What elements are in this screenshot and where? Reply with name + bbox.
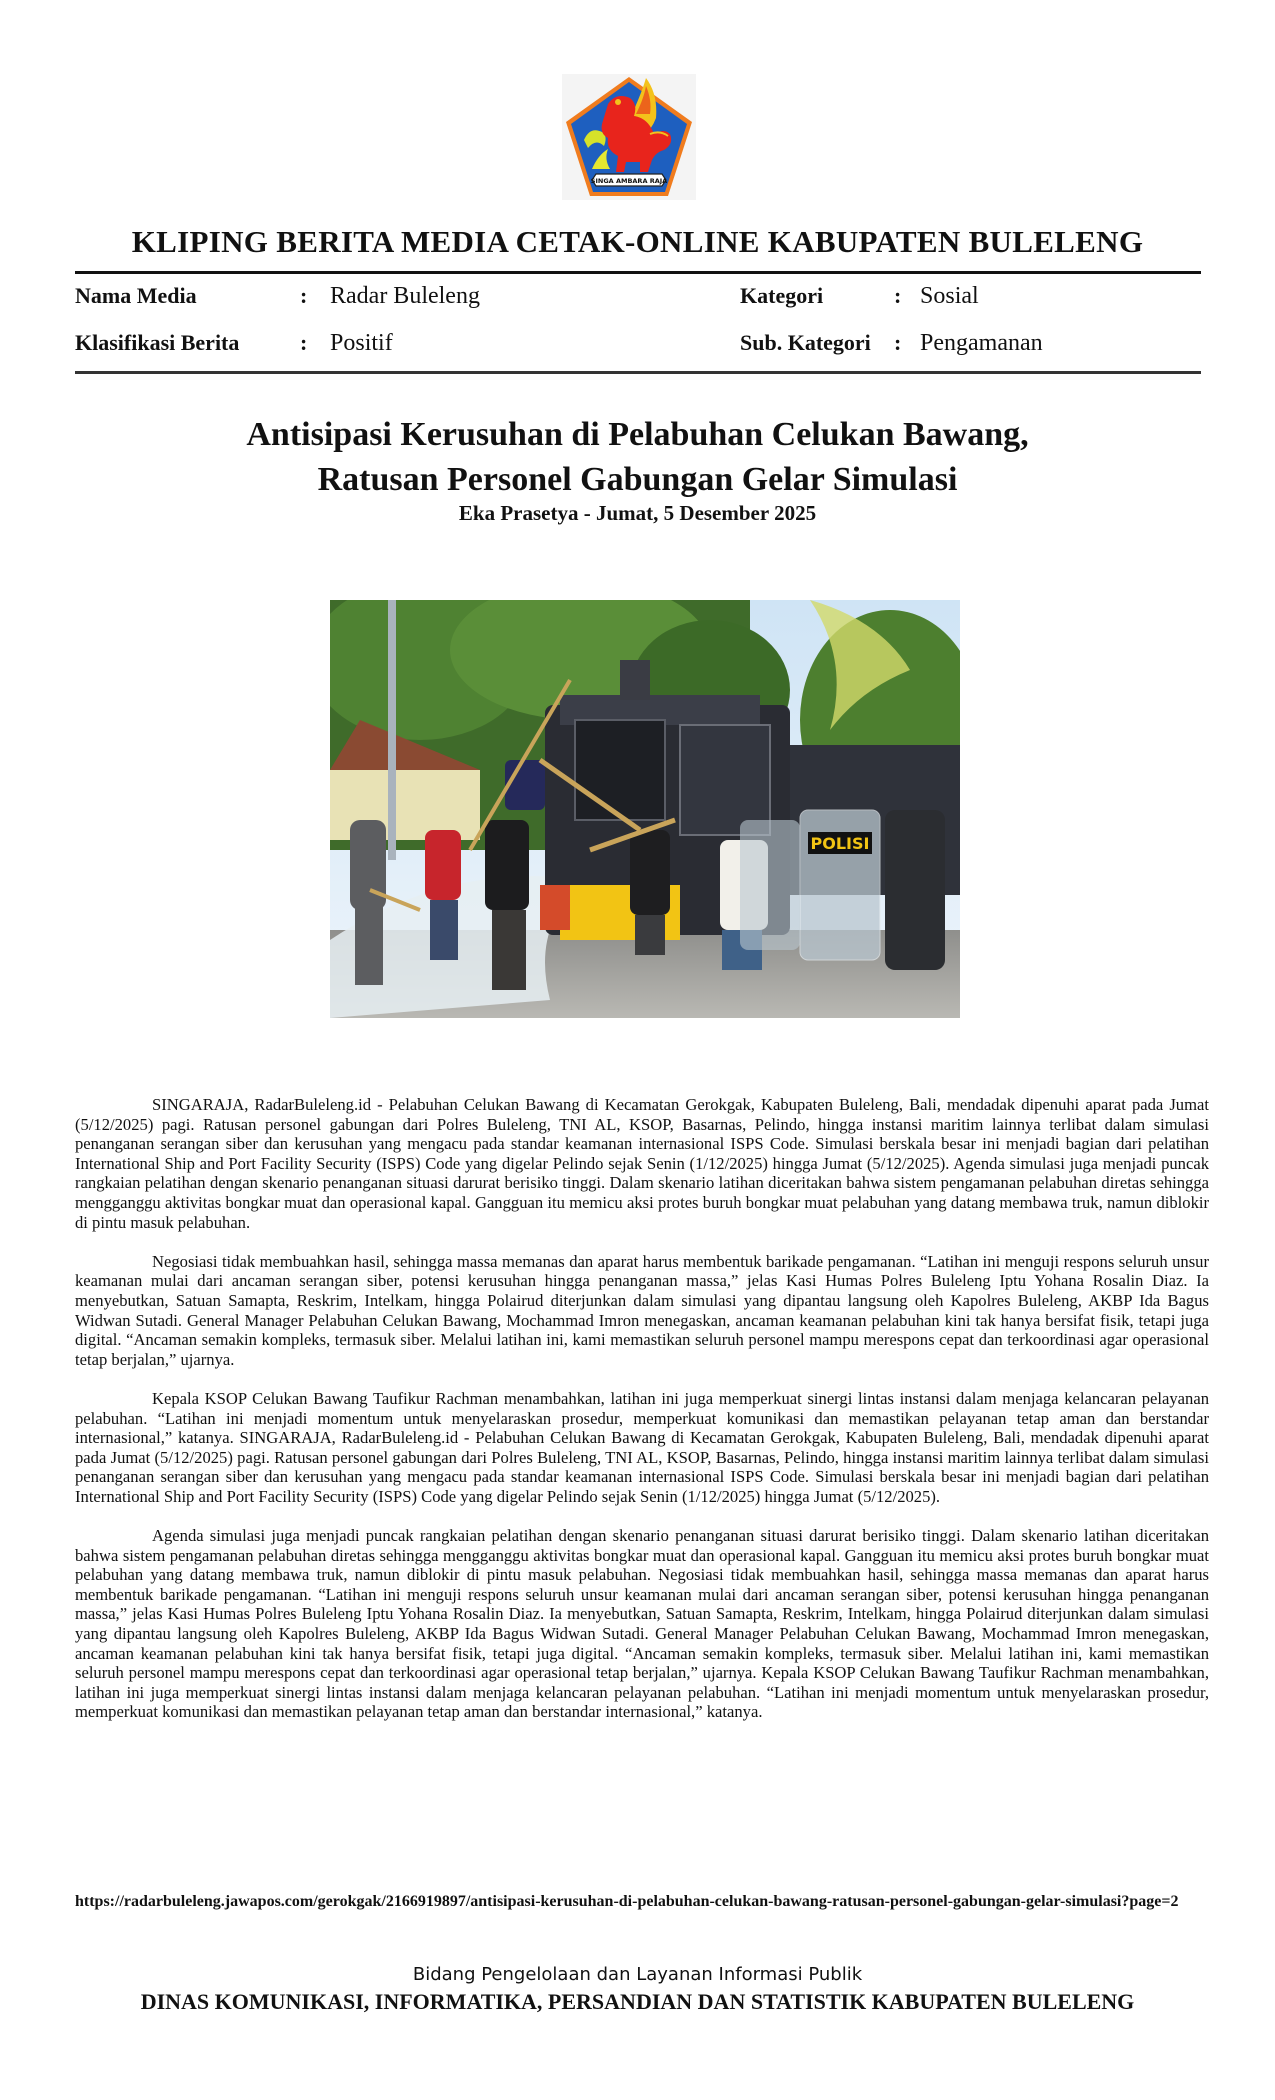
subcategory-colon: : <box>894 330 902 355</box>
logo-motto: SINGA AMBARA RAJA <box>590 177 668 185</box>
document-title: KLIPING BERITA MEDIA CETAK-ONLINE KABUPATEN BULELENG <box>131 224 1144 259</box>
category-value: Sosial <box>920 283 979 309</box>
article-headline <box>0 412 1275 502</box>
headline-line-1: Antisipasi Kerusuhan di Pelabuhan Celukan Bawang, <box>246 416 1029 453</box>
singa-ambara-raja-emblem-icon <box>562 74 696 200</box>
classification-label: Klasifikasi Berita <box>75 330 240 355</box>
riot-simulation-photo-icon <box>330 600 960 1018</box>
shield-label: POLISI <box>810 834 870 853</box>
footer-agency: DINAS KOMUNIKASI, INFORMATIKA, PERSANDIAN DAN STATISTIK KABUPATEN BULELENG <box>140 1989 1135 2014</box>
media-name-value: Radar Buleleng <box>330 283 480 309</box>
article-photo <box>330 600 960 1018</box>
regency-logo <box>562 74 696 200</box>
media-name-label: Nama Media <box>75 283 197 308</box>
article-paragraph: SINGARAJA, RadarBuleleng.id - Pelabuhan Celukan Bawang di Kecamatan Gerokgak, Kabupaten Buleleng, Bali, mendadak dipenuhi aparat pada Jumat (5/12/2025) pagi. Ratusan personel gabungan dari Polres Buleleng, TNI AL, KSOP, Basarnas, Pelindo, hingga instansi maritim lainnya terlibat dalam simulasi penanganan serangan siber dan kerusuhan yang mengacu pada standar keamanan internasional ISPS Code. Simulasi berskala besar ini menjadi bagian dari pelatihan International Ship and Port Facility Security (ISPS) Code yang digelar Pelindo sejak Senin (1/12/2025) hingga Jumat (5/12/2025). Agenda simulasi juga menjadi puncak rangkaian pelatihan dengan skenario penanganan situasi darurat berisiko tinggi. Dalam skenario latihan diceritakan bahwa sistem pengamanan pelabuhan diretas sehingga mengganggu aktivitas bongkar muat dan operasional kapal. Gangguan itu memicu aksi protes buruh bongkar muat pelabuhan yang datang membawa truk, namun diblokir di pintu masuk pelabuhan. <box>75 1095 1209 1232</box>
meta-row-1 <box>0 282 1275 312</box>
footer-division: Bidang Pengelolaan dan Layanan Informasi Publik <box>412 1964 863 1985</box>
classification-colon: : <box>300 330 308 355</box>
header-divider-bottom <box>75 371 1201 374</box>
source-link[interactable]: https://radarbuleleng.jawapos.com/gerokgak/2166919897/antisipasi-kerusuhan-di-pelabuhan-celukan-bawang-ratusan-personel-gabungan-gelar-simulasi?page=2 <box>75 1893 1179 1910</box>
category-label: Kategori <box>740 283 824 308</box>
category-colon: : <box>894 283 902 308</box>
article-paragraph: Agenda simulasi juga menjadi puncak rangkaian pelatihan dengan skenario penanganan situasi darurat berisiko tinggi. Dalam skenario latihan diceritakan bahwa sistem pengamanan pelabuhan diretas sehingga mengganggu aktivitas bongkar muat dan operasional kapal. Gangguan itu memicu aksi protes buruh bongkar muat pelabuhan yang datang membawa truk, namun diblokir di pintu masuk pelabuhan. Negosiasi tidak membuahkan hasil, sehingga massa memanas dan aparat harus membentuk barikade pengamanan. “Latihan ini menguji respons seluruh unsur keamanan mulai dari ancaman serangan siber, potensi kerusuhan hingga penanganan massa,” jelas Kasi Humas Polres Buleleng Iptu Yohana Rosalin Diaz. Ia menyebutkan, Satuan Samapta, Reskrim, Intelkam, hingga Polairud diterjunkan dalam simulasi yang dipantau langsung oleh Kapolres Buleleng, AKBP Ida Bagus Widwan Sutadi. General Manager Pelabuhan Celukan Bawang, Mochammad Imron menegaskan, ancaman keamanan pelabuhan kini tak hanya bersifat fisik, tetapi juga digital. “Ancaman semakin kompleks, termasuk siber. Melalui latihan ini, kami memastikan seluruh personel mampu merespons cepat dan terkoordinasi agar operasional tetap berjalan,” ujarnya. Kepala KSOP Celukan Bawang Taufikur Rachman menambahkan, latihan ini juga memperkuat sinergi lintas instansi dalam menjaga kelancaran pelayanan pelabuhan. “Latihan ini menjadi momentum untuk menyelaraskan prosedur, memperkuat komunikasi dan memastikan pelayanan tetap aman dan berstandar internasional,” katanya. <box>75 1526 1209 1722</box>
headline-line-2: Ratusan Personel Gabungan Gelar Simulasi <box>317 461 958 498</box>
subcategory-label: Sub. Kategori <box>740 330 871 355</box>
article-paragraph: Negosiasi tidak membuahkan hasil, sehingga massa memanas dan aparat harus membentuk barikade pengamanan. “Latihan ini menguji respons seluruh unsur keamanan mulai dari ancaman serangan siber, potensi kerusuhan hingga penanganan massa,” jelas Kasi Humas Polres Buleleng Iptu Yohana Rosalin Diaz. Ia menyebutkan, Satuan Samapta, Reskrim, Intelkam, hingga Polairud diterjunkan dalam simulasi yang dipantau langsung oleh Kapolres Buleleng, AKBP Ida Bagus Widwan Sutadi. General Manager Pelabuhan Celukan Bawang, Mochammad Imron menegaskan, ancaman keamanan pelabuhan kini tak hanya bersifat fisik, tetapi juga digital. “Ancaman semakin kompleks, termasuk siber. Melalui latihan ini, kami memastikan seluruh personel mampu merespons cepat dan terkoordinasi agar operasional tetap berjalan,” ujarnya. <box>75 1251 1209 1369</box>
header-divider-top <box>75 271 1201 274</box>
meta-row-2 <box>0 329 1275 359</box>
classification-value: Positif <box>330 330 393 356</box>
subcategory-value: Pengamanan <box>920 330 1043 356</box>
article-body <box>75 1095 1209 1742</box>
article-byline: Eka Prasetya - Jumat, 5 Desember 2025 <box>458 501 817 525</box>
media-name-colon: : <box>300 283 308 308</box>
article-paragraph: Kepala KSOP Celukan Bawang Taufikur Rachman menambahkan, latihan ini juga memperkuat sinergi lintas instansi dalam menjaga kelancaran pelayanan pelabuhan. “Latihan ini menjadi momentum untuk menyelaraskan prosedur, memperkuat komunikasi dan memastikan pelayanan tetap aman dan berstandar internasional,” katanya. SINGARAJA, RadarBuleleng.id - Pelabuhan Celukan Bawang di Kecamatan Gerokgak, Kabupaten Buleleng, Bali, mendadak dipenuhi aparat pada Jumat (5/12/2025) pagi. Ratusan personel gabungan dari Polres Buleleng, TNI AL, KSOP, Basarnas, Pelindo, hingga instansi maritim lainnya terlibat dalam simulasi penanganan serangan siber dan kerusuhan yang mengacu pada standar keamanan internasional ISPS Code. Simulasi berskala besar ini menjadi bagian dari pelatihan International Ship and Port Facility Security (ISPS) Code yang digelar Pelindo sejak Senin (1/12/2025) hingga Jumat (5/12/2025). <box>75 1388 1209 1506</box>
